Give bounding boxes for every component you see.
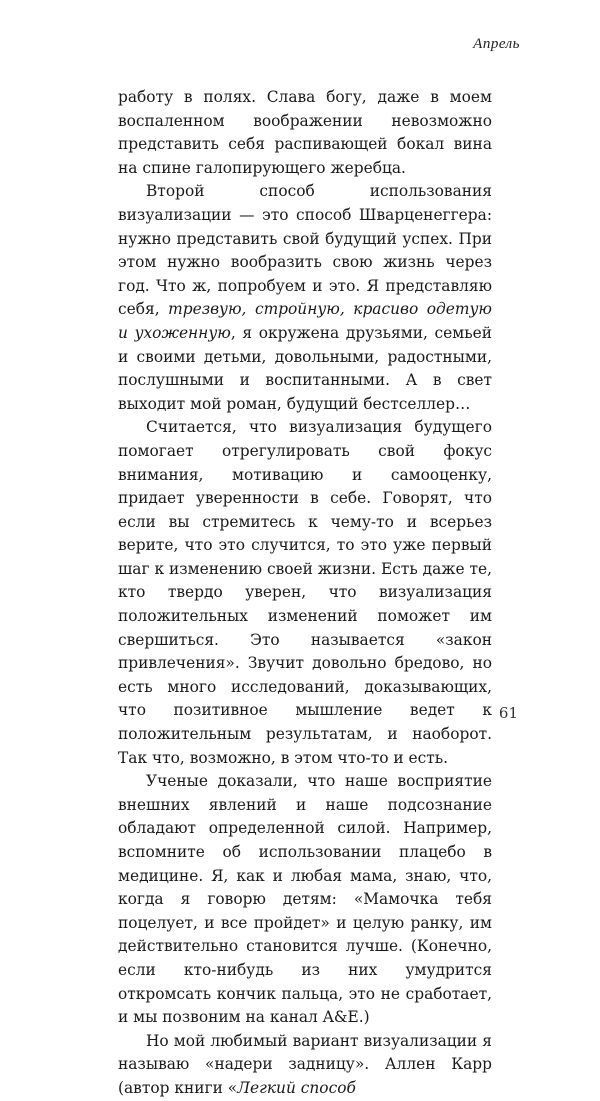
text-run: , я окружена друзьями, семьей и своими детьми, довольными, радостными, послушными и воспитанными. А в свет выходит мой роман, будущий бестселлер…: [118, 323, 492, 413]
text-run: работу в полях. Слава богу, даже в моем воспаленном воображении невозможно представить себя распивающей бокал вина на спине галопирующего жеребца.: [118, 88, 492, 177]
text-run: Второй способ использования визуализации — это способ Шварценеггера: нужно представить свой будущий успех. При этом нужно вообразить свою жизнь через год. Что ж, попробуем и это. Я представляю себя,: [118, 182, 492, 319]
text-run: Ученые доказали, что наше восприятие внешних явлений и наше подсознание обладают определенной силой. Например, вспомните об использовании плацебо в медицине. Я, как и любая мама, знаю, что, когда я говорю детям: «Мамочка тебя поцелует, и все пройдет» и целую ранку, им действительно становится лучше. (Конечно, если кто-нибудь из них умудрится откромсать кончик пальца, это не сработает, и мы позвоним на канал A&E.): [118, 772, 492, 1027]
body-text: [118, 86, 492, 1101]
paragraph-1: [118, 86, 492, 180]
paragraph-4: [118, 770, 492, 1030]
text-run: Но мой любимый вариант визуализации я называю «надери задницу». Аллен Карр (автор книги «: [118, 1031, 492, 1097]
paragraph-2: [118, 180, 492, 416]
italic-run: Легкий способ: [237, 1078, 356, 1097]
chapter-header: Апрель: [473, 36, 520, 52]
italic-run: трезвую, стройную, красиво одетую и ухоженную: [118, 300, 492, 342]
paragraph-3: [118, 416, 492, 770]
paragraph-5: [118, 1030, 492, 1101]
page-number: 61: [498, 704, 518, 722]
text-run: Считается, что визуализация будущего помогает отрегулировать свой фокус внимания, мотивацию и самооценку, придает уверенности в себе. Говорят, что если вы стремитесь к чему-то и всерьез верите, что это случится, то это уже первый шаг к изменению своей жизни. Есть даже те, кто твердо уверен, что визуализация положительных изменений поможет им свершиться. Это называется «закон привлечения». Звучит довольно бредово, но есть много исследований, доказывающих, что позитивное мышление ведет к положительным результатам, и наоборот. Так что, возможно, в этом что-то и есть.: [118, 418, 492, 767]
